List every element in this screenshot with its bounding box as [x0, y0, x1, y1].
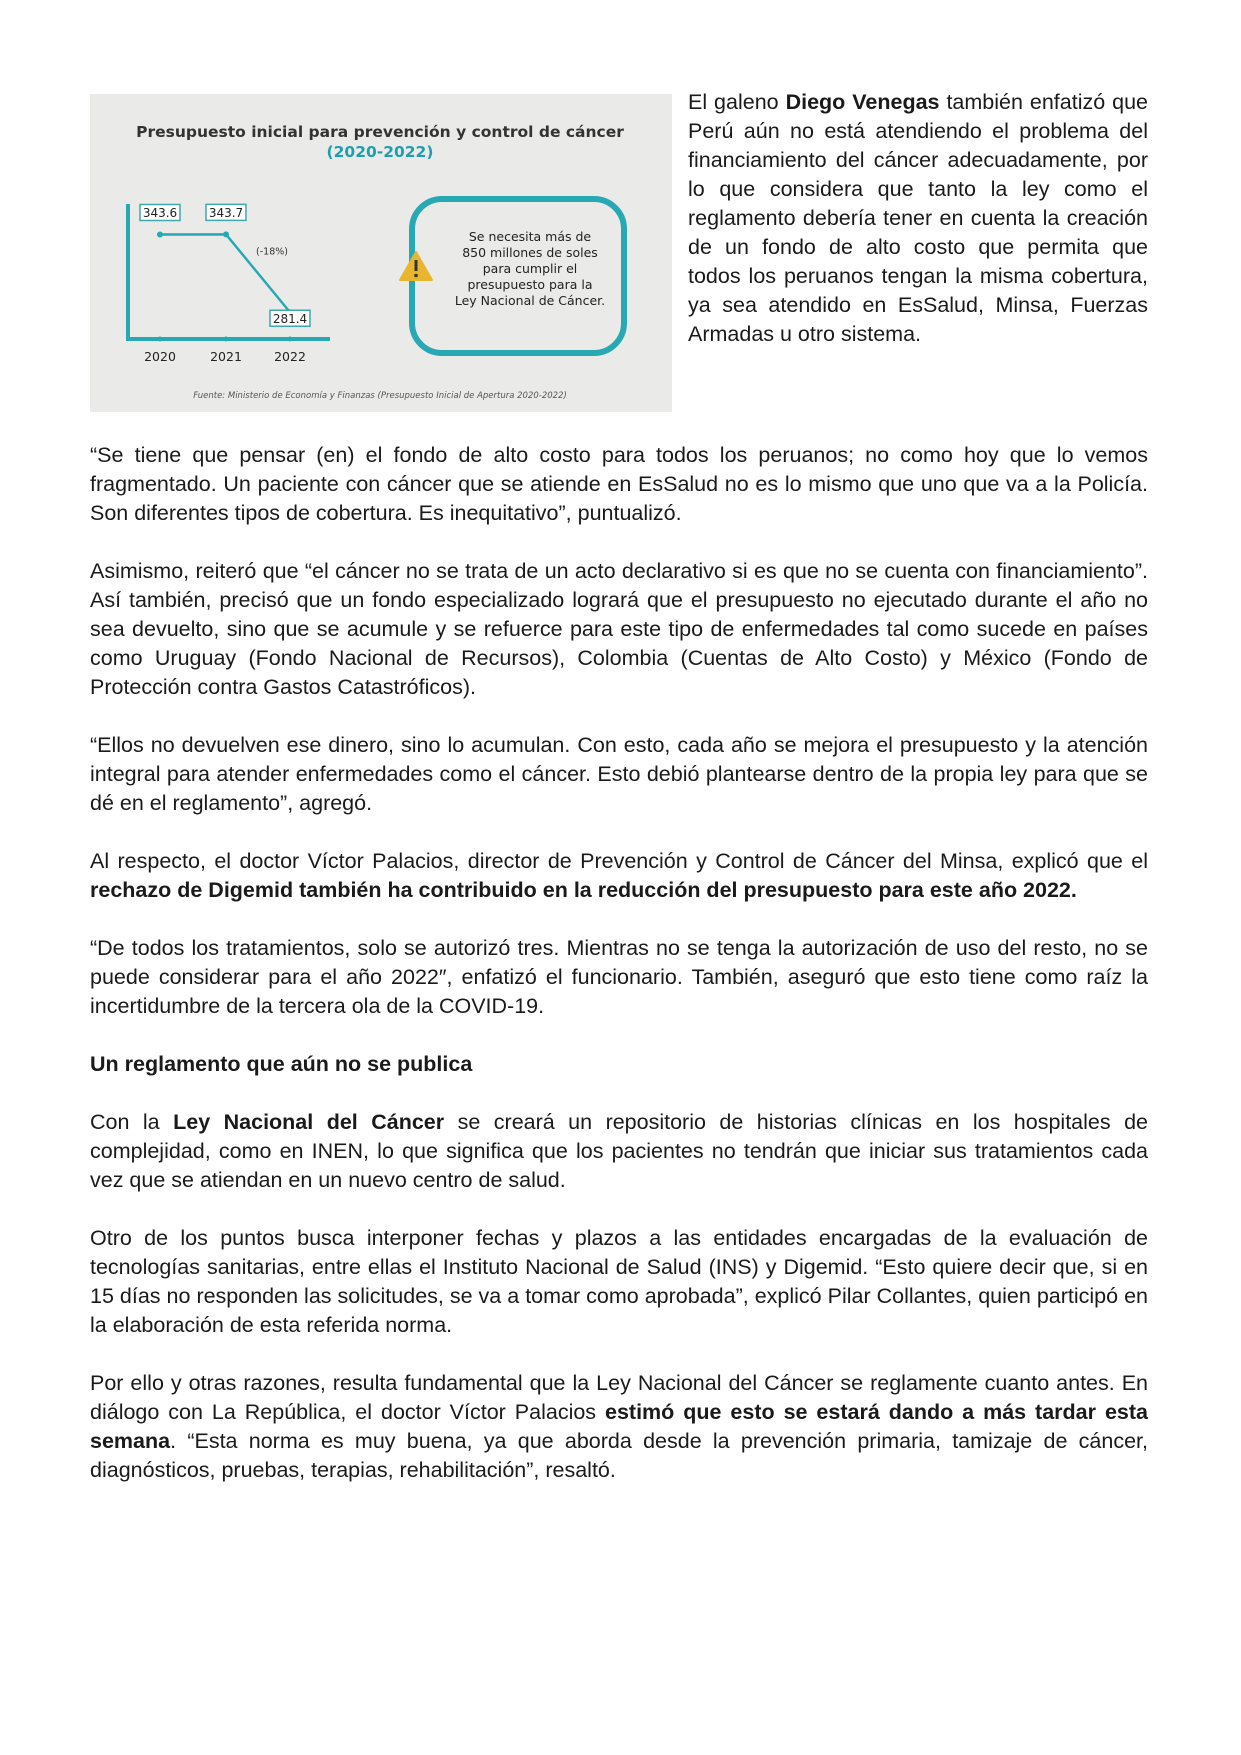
paragraph-4 [90, 847, 1148, 905]
side-name-diego-venegas: Diego Venegas [785, 90, 940, 114]
chart-title: Presupuesto inicial para prevención y control de cáncer [136, 123, 624, 141]
paragraph-3: “Ellos no devuelven ese dinero, sino lo acumulan. Con esto, cada año se mejora el presupuesto y la atención integral para atender enfermedades como el cáncer. Esto debió plantearse dentro de la propia ley para que se dé en el reglamento”, agregó. [90, 733, 1148, 815]
callout-line-5: Ley Nacional de Cáncer. [454, 293, 606, 308]
side-paragraph [688, 88, 1148, 412]
paragraph-6 [90, 1108, 1148, 1195]
value-label-2021: 343.7 [208, 205, 244, 220]
chart-period: (2020-2022) [326, 143, 434, 161]
budget-infographic [90, 94, 672, 412]
paragraph-8-bold: estimó que esto se estará dando a más tardar esta semana [90, 1400, 1148, 1453]
paragraph-6-bold: Ley Nacional del Cáncer [173, 1110, 445, 1134]
paragraph-6-text-a: Con la [90, 1110, 174, 1134]
paragraph-8 [90, 1369, 1148, 1485]
side-text-2: también enfatizó que Perú aún no está atendiendo el problema del financiamiento del cáncer adecuadamente, por lo que considera que tanto la ley como el reglamento debería tener en cuenta la creación de un fondo de alto costo que permita que todos los peruanos tengan la misma cobertura, ya sea atendido en EsSalud, Minsa, Fuerzas Armadas u otro sistema. [688, 90, 1148, 346]
callout-line-3: para cumplir el [482, 261, 578, 276]
document-page [90, 88, 1148, 1514]
paragraph-4-bold: rechazo de Digemid también ha contribuido en la reducción del presupuesto para este año 2022. [90, 878, 1077, 902]
paragraph-8-text-b: . “Esta norma es muy buena, ya que aborda desde la prevención primaria, tamizaje de cáncer, diagnósticos, pruebas, terapias, rehabilitación”, resaltó. [90, 1429, 1148, 1482]
x-tick-2022: 2022 [274, 349, 306, 364]
budget-chart-svg [90, 94, 672, 412]
callout-line-4: presupuesto para la [467, 277, 593, 292]
paragraph-1: “Se tiene que pensar (en) el fondo de alto costo para todos los peruanos; no como hoy que lo vemos fragmentado. Un paciente con cáncer que se atiende en EsSalud no es lo mismo que uno que va a la Policía. Son diferentes tipos de cobertura. Es inequitativo”, puntualizó. [90, 443, 1148, 525]
paragraph-5: “De todos los tratamientos, solo se autorizó tres. Mientras no se tenga la autorización de uso del resto, no se puede considerar para el año 2022″, enfatizó el funcionario. También, aseguró que esto tiene como raíz la incertidumbre de la tercera ola de la COVID-19. [90, 936, 1148, 1018]
warning-icon [400, 252, 432, 280]
value-label-2020: 343.6 [142, 206, 178, 220]
section-heading: Un reglamento que aún no se publica [90, 1052, 473, 1076]
paragraph-6-text-b: se creará un repositorio de historias clínicas en los hospitales de complejidad, como en INEN, lo que significa que los pacientes no tendrán que iniciar sus tratamientos cada vez que se atiendan en un nuevo centro de salud. [90, 1110, 1148, 1192]
paragraph-8-text-a: Por ello y otras razones, resulta fundamental que la Ley Nacional del Cáncer se reglamente cuanto antes. En diálogo con La República, el doctor Víctor Palacios [90, 1371, 1148, 1424]
x-tick-2021: 2021 [210, 349, 242, 364]
paragraph-2: Asimismo, reiteró que “el cáncer no se trata de un acto declarativo si es que no se cuenta con financiamiento”. Así también, precisó que un fondo especializado logrará que el presupuesto no ejecutado durante el año no sea devuelto, sino que se acumule y se refuerce para este tipo de enfermedades tal como sucede en países como Uruguay (Fondo Nacional de Recursos), Colombia (Cuentas de Alto Costo) y México (Fondo de Protección contra Gastos Catastróficos). [90, 559, 1148, 699]
change-annotation: (-18%) [256, 246, 288, 258]
chart-source: Fuente: Ministerio de Economía y Finanzas (Presupuesto Inicial de Apertura 2020-2022) [193, 391, 567, 401]
value-label-2022: 281.4 [272, 311, 308, 326]
x-tick-2020: 2020 [144, 349, 176, 364]
paragraph-7: Otro de los puntos busca interponer fechas y plazos a las entidades encargadas de la evaluación de tecnologías sanitarias, entre ellas el Instituto Nacional de Salud (INS) y Digemid. “Esto quiere decir que, si en 15 días no responden las solicitudes, se va a tomar como aprobada”, explicó Pilar Collantes, quien participó en la elaboración de esta referida norma. [90, 1226, 1148, 1337]
top-section [90, 88, 1148, 412]
data-point-2021 [223, 231, 229, 237]
paragraph-4-text: Al respecto, el doctor Víctor Palacios, director de Prevención y Control de Cáncer del Minsa, explicó que el [90, 849, 1148, 873]
x-tick-mark-2020 [158, 337, 163, 342]
data-point-2020 [157, 232, 163, 238]
x-tick-mark-2022 [288, 337, 293, 342]
callout-line-2: 850 millones de soles [462, 245, 598, 260]
callout-box [412, 199, 624, 353]
side-text-1: El galeno [688, 90, 786, 114]
callout-line-1: Se necesita más de [468, 229, 592, 244]
x-tick-mark-2021 [224, 337, 229, 342]
